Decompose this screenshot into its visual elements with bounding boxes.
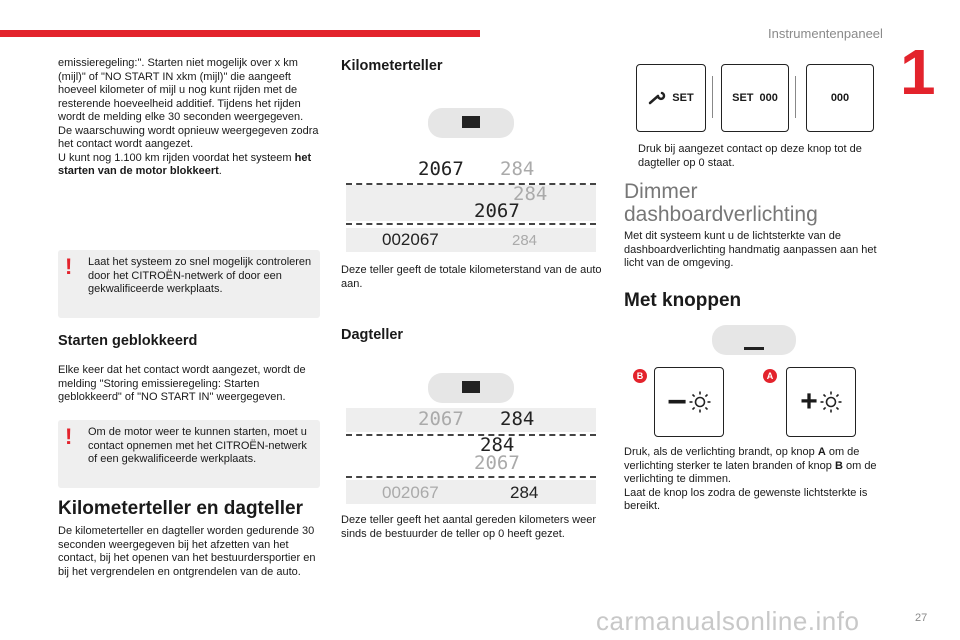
heading-starten-geblokkeerd: Starten geblokkeerd [58, 333, 198, 349]
display2-row1-b: 284 [500, 408, 535, 430]
set-label-2: SET [732, 92, 754, 104]
buttons-text-3: om de verlichting te dimmen. [624, 459, 877, 485]
brightness-icon [689, 391, 711, 413]
heading-dimmer: Dimmer dashboardverlichting [624, 180, 818, 226]
page-number: 27 [915, 612, 928, 624]
display1-row3-a: 002067 [382, 230, 439, 249]
warning-box-2 [58, 420, 320, 488]
set-button-wrench[interactable] [636, 64, 706, 132]
blocked-paragraph: Elke keer dat het contact wordt aangezet, wordt de melding "Storing emissieregeling: Starten geblokkeerd" of "NO START IN" weergegeven. [58, 364, 306, 403]
display1-row1-b: 284 [500, 158, 535, 180]
separator [712, 76, 713, 118]
buttons-text-4: Laat de knop los zodra de gewenste lichtsterkte is bereikt. [624, 486, 868, 512]
display1-row3-b: 284 [512, 232, 538, 249]
caption-kilometerteller: Deze teller geeft de totale kilometerstand van de auto aan. [341, 264, 602, 290]
heading-kilometerteller-dagteller: Kilometerteller en dagteller [58, 498, 303, 519]
cluster-illustration-3 [712, 325, 796, 355]
heading-dagteller: Dagteller [341, 327, 404, 343]
dimmer-paragraph: Met dit systeem kunt u de lichtsterkte van de dashboardverlichting handmatig aanpassen aan het licht van de omgeving. [624, 230, 877, 269]
intro-text: emissieregeling:". Starten niet mogelijk over x km (mijl)" of "NO START IN xkm (mijl)" die aangeeft hoeveel kilometer of mijl u nog kunt rijden met de resterende hoeveelheid additief. Tijdens het rijden wordt de melding elke 30 seconden weergegeven. De waarschuwing wordt opnieuw weergegeven zodra het contact wordt aangezet. [58, 57, 319, 150]
warning-text-2: Om de motor weer te kunnen starten, moet u contact opnemen met het CITROËN-netwerk of een gekwalificeerde werkplaats. [88, 426, 307, 465]
intro-text-bold: het starten van de motor blokkeert [58, 151, 312, 177]
display2-divider-2 [346, 476, 596, 478]
buttons-text-2: om de verlichting sterker te laten branden of knop [624, 446, 860, 472]
set-000-display [721, 64, 789, 132]
buttons-text-a: A [817, 446, 826, 458]
intro-paragraph [58, 57, 320, 179]
cluster-highlight [744, 347, 764, 350]
heading-kilometerteller: Kilometerteller [341, 58, 443, 74]
red-top-bar [0, 30, 480, 37]
buttons-paragraph [624, 446, 886, 514]
cluster-window [462, 381, 480, 393]
display2-row3-b: 284 [510, 483, 539, 502]
buttons-text-1: Druk, als de verlichting brandt, op knop [624, 446, 818, 458]
watermark: carmanualsonline.info [596, 606, 860, 636]
warning-text-1: Laat het systeem zo snel mogelijk controleren door het CITROËN-netwerk of door een gekwalificeerde werkplaats. [88, 256, 312, 295]
buttons-text-b: B [834, 459, 843, 472]
display1-row2-b: 2067 [474, 200, 520, 222]
warning-icon: ! [65, 254, 73, 279]
cluster-window [462, 116, 480, 128]
display2-row2-a: 284 [480, 434, 515, 456]
bullet-text: Druk bij aangezet contact op deze knop tot de dagteller op 0 staat. [638, 143, 862, 169]
brightness-icon [820, 391, 842, 413]
intro-text-2: U kunt nog 1.100 km rijden voordat het systeem [58, 151, 295, 164]
warning-box-1 [58, 250, 320, 318]
set-value: 000 [759, 92, 778, 104]
odometer-paragraph: De kilometerteller en dagteller worden gedurende 30 seconden weergegeven bij het afzetten van het contact, bij het openen van het bestuurdersportier en bij het vergrendelen en ontgrendelen van de auto. [58, 525, 316, 578]
display2-row2-b: 2067 [474, 452, 520, 474]
display1-band [346, 185, 596, 221]
bright-button-a[interactable] [786, 367, 856, 437]
intro-text-end: . [218, 165, 222, 177]
section-title: Instrumentenpaneel [768, 26, 883, 41]
display1-divider-2 [346, 223, 596, 225]
display2-divider-1 [346, 434, 596, 436]
reset-value: 000 [830, 92, 850, 104]
separator [795, 76, 796, 118]
bullet-item [624, 143, 884, 170]
plus-sign: + [800, 385, 818, 418]
chapter-number: 1 [900, 36, 936, 108]
display2-row1-a: 2067 [418, 408, 464, 430]
caption-dagteller: Deze teller geeft het aantal gereden kilometers weer sinds de bestuurder de teller op 0 heeft gezet. [341, 514, 596, 540]
badge-a: A [763, 369, 777, 383]
reset-000-display [806, 64, 874, 132]
cluster-illustration-1 [428, 108, 514, 138]
display1-row2-a: 284 [513, 183, 548, 205]
badge-b: B [633, 369, 647, 383]
set-label: SET [672, 92, 694, 104]
heading-met-knoppen: Met knoppen [624, 290, 742, 311]
warning-icon: ! [65, 424, 73, 449]
wrench-icon [648, 91, 666, 105]
display2-row3-a: 002067 [382, 483, 439, 502]
cluster-illustration-2 [428, 373, 514, 403]
display2-band-top [346, 408, 596, 432]
dim-button-b[interactable] [654, 367, 724, 437]
display1-row1-a: 2067 [418, 158, 464, 180]
minus-sign: − [667, 382, 687, 421]
